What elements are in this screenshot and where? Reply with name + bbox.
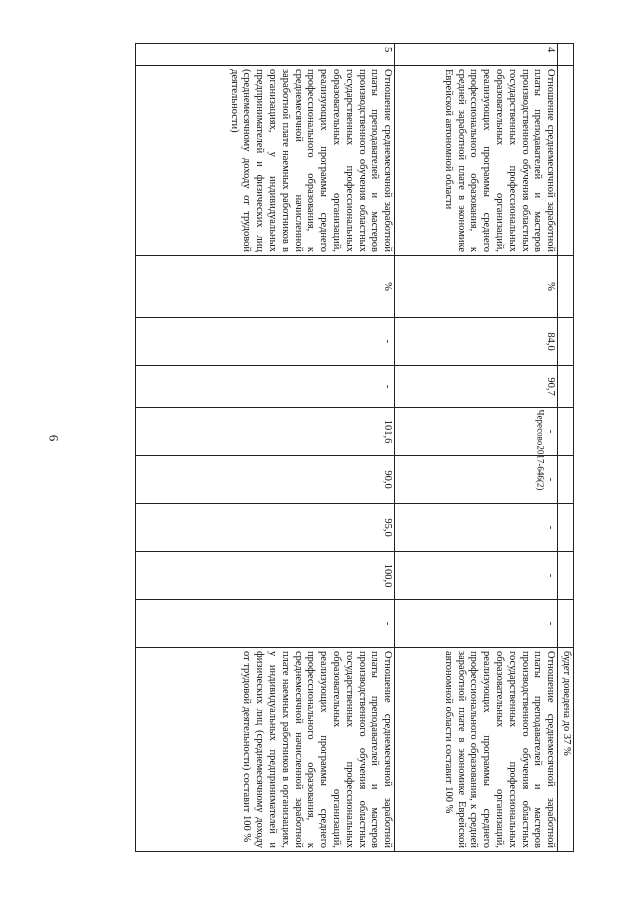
value-cell: -: [136, 600, 395, 648]
value-cell: 100,0: [136, 552, 395, 600]
table-row: [136, 44, 395, 852]
unit: %: [395, 256, 558, 318]
document-code: Чересово2017-646(2): [535, 409, 546, 491]
value-cell: -: [395, 408, 558, 456]
previous-row-note: будет доведена до 37 %: [558, 648, 574, 852]
table-row-continuation: [558, 44, 574, 852]
value-cell: 90,0: [136, 456, 395, 504]
value-cell: 101,6: [136, 408, 395, 456]
indicator-name: Отношение среднемесячной заработной платы преподавателей и мастеров производственного обучения областных государственных профессиональных образовательных организаций, реализующих программы среднего профессионального образования, к среднемесячной начисленной заработной плате наемных работников в организациях, у индивидуальных предпринимателей и физических лиц (среднемесячному доходу от трудовой деятельности): [136, 66, 395, 256]
value-cell: -: [395, 600, 558, 648]
value-cell: 95,0: [136, 504, 395, 552]
value-cell: -: [136, 366, 395, 408]
unit: %: [136, 256, 395, 318]
value-cell: -: [395, 456, 558, 504]
expected-result: Отношение среднемесячной заработной платы преподавателей и мастеров производственного обучения областных государственных профессиональных образовательных организаций, реализующих программы среднего профессионального образования, к средней заработной плате в экономике Еврейской автономной области составит 100 %: [395, 648, 558, 852]
row-number: 5: [136, 44, 395, 66]
expected-result: Отношение среднемесячной заработной платы преподавателей и мастеров производственного обучения областных государственных профессиональных образовательных организаций, реализующих программы среднего профессионального образования, к среднемесячной начисленной заработной плате наемных работников в организациях, у индивидуальных предпринимателей и физических лиц (среднемесячному доходу от трудовой деятельности) составит 100 %: [136, 648, 395, 852]
table-row: [395, 44, 558, 852]
value-cell: -: [136, 318, 395, 366]
value-cell: 84,0: [395, 318, 558, 366]
indicator-name: Отношение среднемесячной заработной платы преподавателей и мастеров производственного обучения областных государственных профессиональных образовательных организаций, реализующих программы среднего профессионального образования, к средней заработной плате в экономике Еврейской автономной области: [395, 66, 558, 256]
value-cell: -: [395, 552, 558, 600]
page-number: 6: [46, 434, 62, 442]
indicators-table: [135, 43, 574, 852]
row-number: 4: [395, 44, 558, 66]
value-cell: -: [395, 504, 558, 552]
value-cell: 90,7: [395, 366, 558, 408]
rotated-sheet: [94, 43, 574, 851]
